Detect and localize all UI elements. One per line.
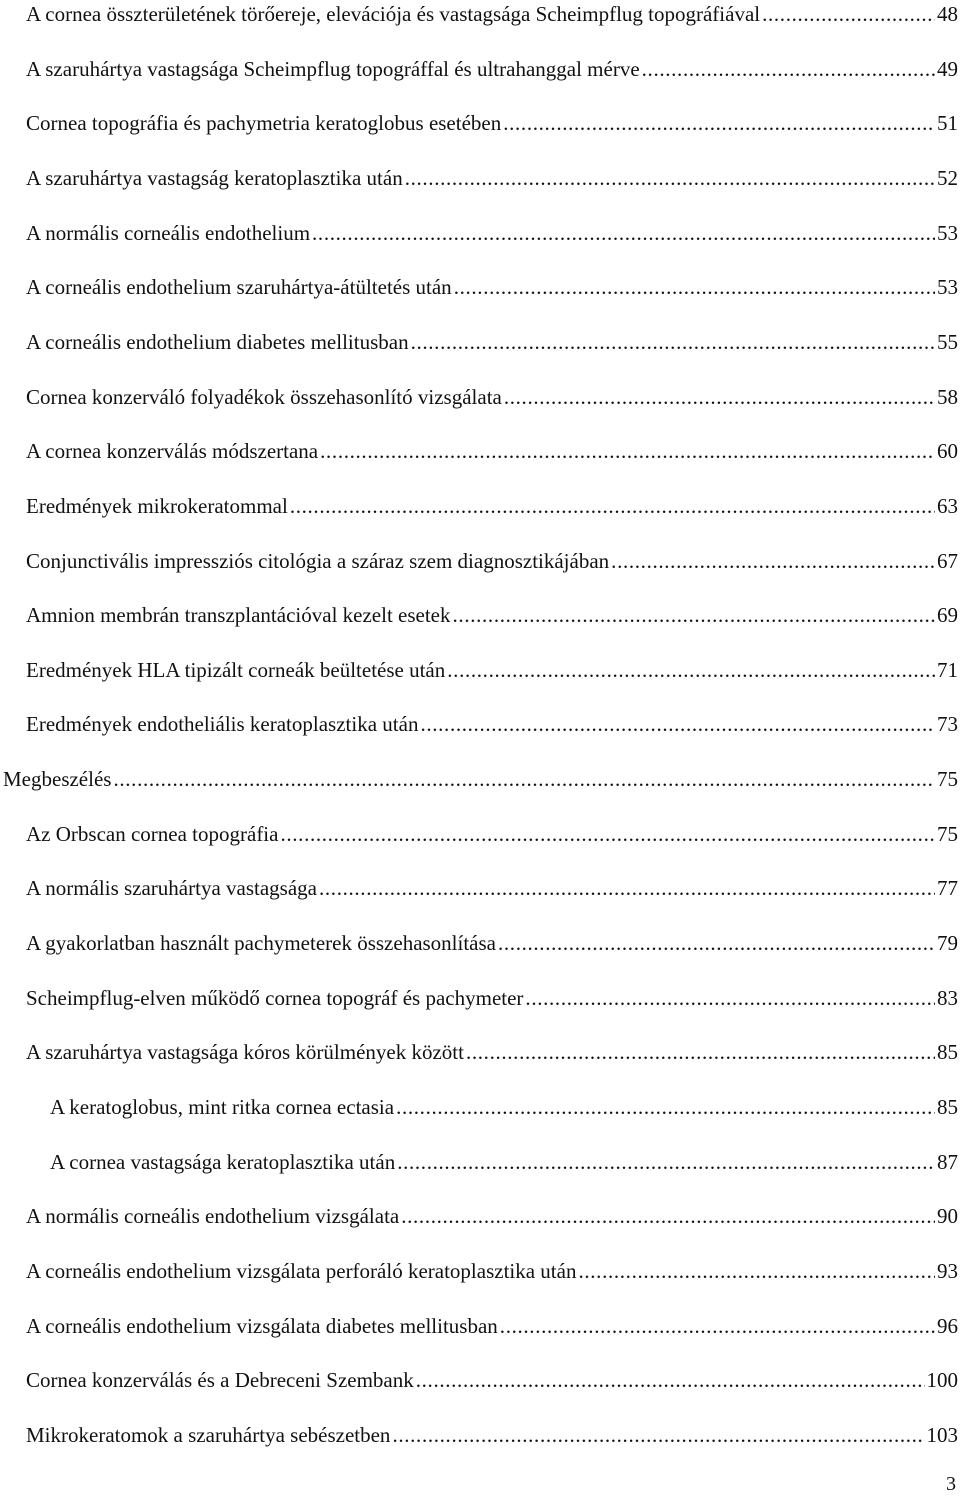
toc-leader xyxy=(642,54,935,84)
toc-entry-title: Cornea konzerváló folyadékok összehasonlító vizsgálata xyxy=(26,384,502,409)
toc-entry xyxy=(3,764,958,794)
toc-entry-title: A normális corneális endothelium vizsgálata xyxy=(26,1204,400,1229)
toc-entry-page: 75 xyxy=(937,767,958,792)
toc-entry xyxy=(50,1147,958,1177)
toc-entry-title: Eredmények mikrokeratommal xyxy=(26,493,288,518)
toc-entry-page: 69 xyxy=(937,603,958,628)
toc-leader xyxy=(454,272,935,302)
toc-entry xyxy=(26,491,958,521)
toc-entry xyxy=(26,436,958,466)
toc-entry-title: A normális szaruhártya vastagsága xyxy=(26,876,317,901)
toc-entry xyxy=(26,655,958,685)
toc-leader xyxy=(525,983,935,1013)
toc-entry-title: A keratoglobus, mint ritka cornea ectasia xyxy=(50,1095,395,1119)
toc-entry-title: A cornea összterületének törőereje, elevációja és vastagsága Scheimpflug topográfiával xyxy=(26,2,761,26)
toc-entry-page: 90 xyxy=(937,1204,958,1229)
toc-entry-title: A szaruhártya vastagság keratoplasztika után xyxy=(26,165,403,190)
toc-entry xyxy=(26,546,958,576)
toc-entry-title: Az Orbscan cornea topográfia xyxy=(26,821,279,846)
toc-entry xyxy=(26,600,958,630)
toc-entry-title: A cornea konzerválás módszertana xyxy=(26,439,319,464)
toc-entry-title: A corneális endothelium diabetes mellitusban xyxy=(26,329,409,354)
toc-entry xyxy=(26,1201,958,1231)
toc-entry-page: 67 xyxy=(937,548,958,573)
toc-entry-title: A corneális endothelium vizsgálata perforáló keratoplasztika után xyxy=(26,1258,577,1283)
toc-leader xyxy=(290,491,935,521)
toc-entry xyxy=(26,108,958,138)
toc-leader xyxy=(762,0,935,29)
toc-entry xyxy=(26,272,958,302)
toc-entry-page: 60 xyxy=(937,439,958,464)
toc-entry-title: Eredmények HLA tipizált corneák beültetése után xyxy=(26,657,446,682)
toc-entry-title: A normális corneális endothelium xyxy=(26,220,311,245)
toc-entry-page: 52 xyxy=(937,165,958,190)
toc-entry-page: 77 xyxy=(937,876,958,901)
toc-leader xyxy=(498,928,935,958)
toc-leader xyxy=(401,1201,935,1231)
toc-entry-page: 85 xyxy=(937,1040,958,1065)
toc-leader xyxy=(392,1420,924,1450)
toc-leader xyxy=(503,108,935,138)
toc-entry-title: Conjunctivális impressziós citológia a száraz szem diagnosztikájában xyxy=(26,548,610,573)
toc-leader xyxy=(397,1147,935,1177)
toc-entry-page: 53 xyxy=(937,275,958,300)
toc-entry xyxy=(26,1037,958,1067)
toc-entry-page: 58 xyxy=(937,384,958,409)
toc-entry-title: A szaruhártya vastagsága Scheimpflug topográffal és ultrahanggal mérve xyxy=(26,56,640,81)
toc-entry xyxy=(26,327,958,357)
toc-leader xyxy=(466,1037,935,1067)
toc-entry-title: Amnion membrán transzplantációval kezelt esetek xyxy=(26,603,451,628)
toc-entry-title: A corneális endothelium vizsgálata diabetes mellitusban xyxy=(26,1313,498,1338)
toc-entry xyxy=(26,928,958,958)
toc-entry xyxy=(26,819,958,849)
toc-entry-page: 63 xyxy=(937,493,958,518)
toc-leader xyxy=(320,436,935,466)
toc-leader xyxy=(447,655,935,685)
toc-entry-title: A corneális endothelium szaruhártya-átültetés után xyxy=(26,275,452,300)
toc-entry-page: 48 xyxy=(937,2,958,26)
toc-entry-page: 87 xyxy=(937,1149,958,1174)
toc-entry xyxy=(26,709,958,739)
toc-entry xyxy=(50,1092,958,1122)
toc-entry-page: 75 xyxy=(937,821,958,846)
toc-entry xyxy=(26,0,958,29)
toc-leader xyxy=(416,1365,925,1395)
toc-leader xyxy=(319,873,935,903)
toc-leader xyxy=(504,382,935,412)
toc-entry-page: 55 xyxy=(937,329,958,354)
toc-entry-page: 96 xyxy=(937,1313,958,1338)
toc-entry-page: 49 xyxy=(937,56,958,81)
toc-entry-page: 85 xyxy=(937,1095,958,1119)
toc-entry-page: 73 xyxy=(937,712,958,737)
toc-entry xyxy=(26,1420,958,1450)
toc-entry-page: 83 xyxy=(937,985,958,1010)
toc-entry xyxy=(26,1365,958,1395)
toc-entry-page: 103 xyxy=(926,1422,958,1447)
toc-entry xyxy=(26,382,958,412)
toc-leader xyxy=(578,1256,935,1286)
toc-leader xyxy=(312,218,935,248)
toc-entry-title: A szaruhártya vastagsága kóros körülmények között xyxy=(26,1040,464,1065)
toc-entry-page: 93 xyxy=(937,1258,958,1283)
toc-entry-title: A cornea vastagsága keratoplasztika után xyxy=(50,1149,396,1174)
toc-entry xyxy=(26,163,958,193)
toc-leader xyxy=(113,764,935,794)
toc-entry-page: 51 xyxy=(937,111,958,136)
toc-entry-title: Eredmények endotheliális keratoplasztika után xyxy=(26,712,419,737)
toc-entry-title: Cornea konzerválás és a Debreceni Szembank xyxy=(26,1368,414,1393)
toc-entry xyxy=(26,1256,958,1286)
toc-entry-title: Megbeszélés xyxy=(3,767,112,792)
toc-entry xyxy=(26,54,958,84)
toc-entry-page: 100 xyxy=(926,1368,958,1393)
toc-entry-title: Mikrokeratomok a szaruhártya sebészetben xyxy=(26,1422,391,1447)
toc-entry xyxy=(26,218,958,248)
toc-leader xyxy=(411,327,935,357)
toc-leader xyxy=(280,819,935,849)
toc-entry-page: 53 xyxy=(937,220,958,245)
toc-entry xyxy=(26,873,958,903)
toc-entry-title: A gyakorlatban használt pachymeterek összehasonlítása xyxy=(26,931,496,956)
toc-entry-page: 79 xyxy=(937,931,958,956)
toc-leader xyxy=(611,546,935,576)
page-number: 3 xyxy=(946,1473,956,1495)
toc-entry-title: Scheimpflug-elven működő cornea topográf és pachymeter xyxy=(26,985,524,1010)
toc-entry-page: 71 xyxy=(937,657,958,682)
toc-leader xyxy=(500,1311,935,1341)
toc-entry-title: Cornea topográfia és pachymetria keratoglobus esetében xyxy=(26,111,502,136)
toc-entry xyxy=(26,1311,958,1341)
toc-leader xyxy=(396,1092,935,1122)
toc-leader xyxy=(420,709,935,739)
toc-leader xyxy=(453,600,935,630)
toc-entry xyxy=(26,983,958,1013)
toc-leader xyxy=(405,163,935,193)
